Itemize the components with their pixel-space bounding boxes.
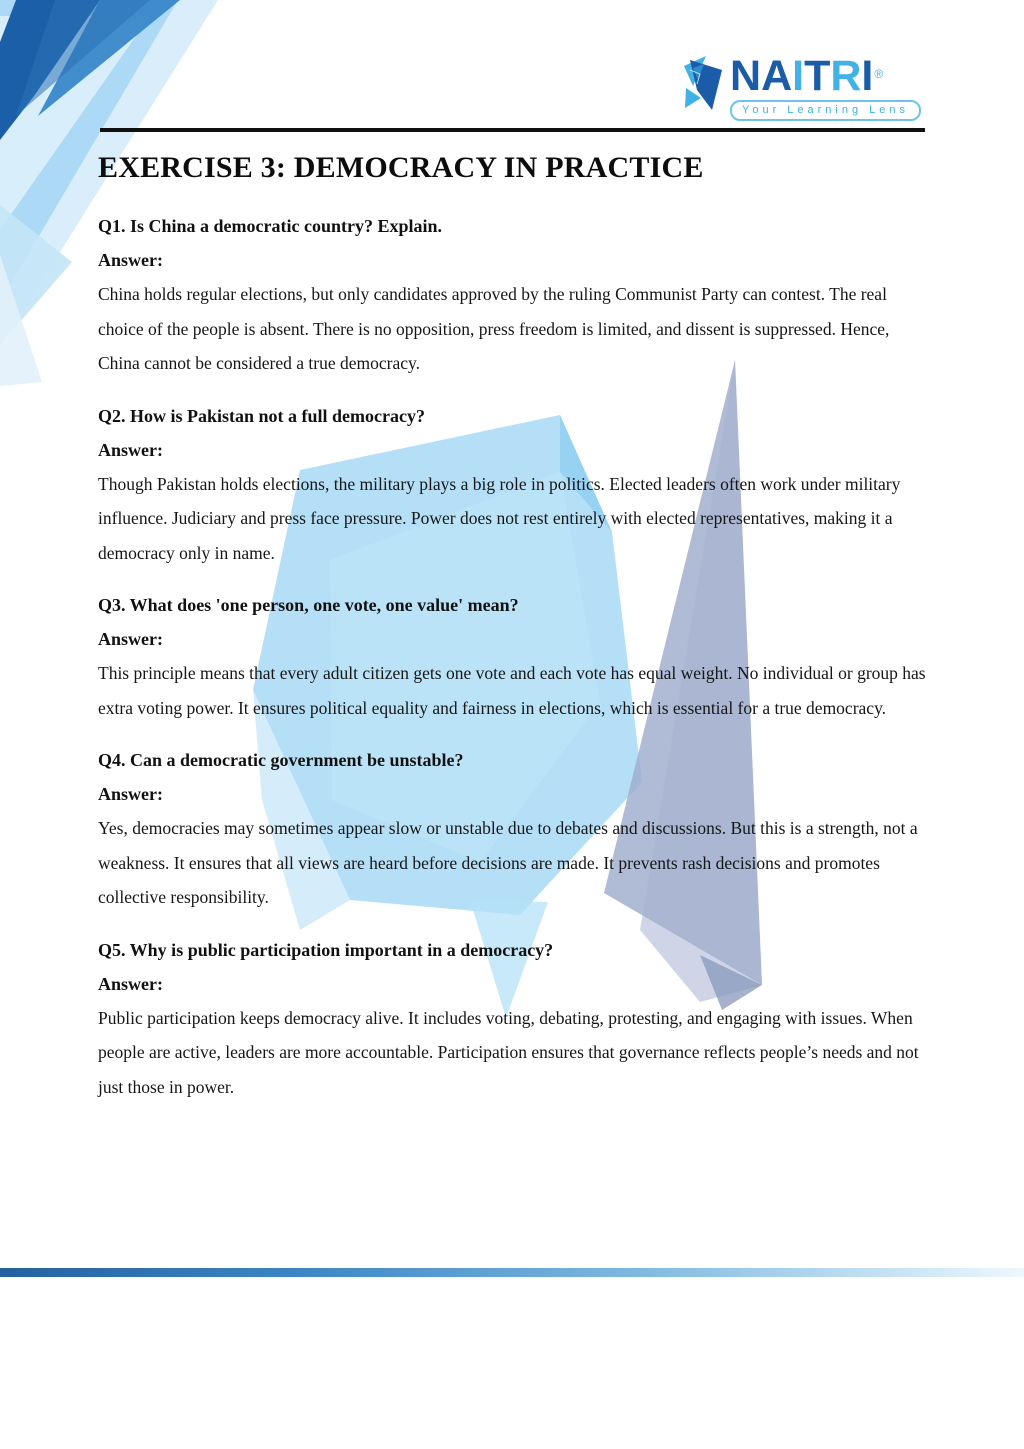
qa-section-q2 <box>98 400 934 571</box>
brand-letter: A <box>761 52 793 100</box>
answer-label: Answer: <box>98 784 163 804</box>
answer-label: Answer: <box>98 250 163 270</box>
footer-gradient-bar <box>0 1268 1024 1277</box>
brand-letter: I <box>861 52 874 100</box>
naitri-logo <box>680 54 930 121</box>
answer-label: Answer: <box>98 629 163 649</box>
answer-label: Answer: <box>98 973 163 994</box>
question-text: Q5. Why is public participation important in a democracy? <box>98 939 554 960</box>
brand-letter: T <box>804 52 831 100</box>
qa-section-q1 <box>98 210 934 381</box>
question-text: Q4. Can a democratic government be unstable? <box>98 750 464 770</box>
qa-section-q5 <box>98 934 934 1105</box>
question-text: Q1. Is China a democratic country? Explain. <box>98 216 443 236</box>
answer-text: Though Pakistan holds elections, the military plays a big role in politics. Elected leaders often work under military influence. Judiciary and press face pressure. Power does not rest entirely with elected representatives, making it a democracy only in name. <box>98 473 901 563</box>
answer-text: Yes, democracies may sometimes appear slow or unstable due to debates and discussions. But this is a strength, not a weakness. It ensures that all views are heard before decisions are made. It prevents rash decisions and promotes collective responsibility. <box>98 818 918 907</box>
answer-text: China holds regular elections, but only candidates approved by the ruling Communist Party can contest. The real choice of the people is absent. There is no opposition, press freedom is limited, and dissent is suppressed. Hence, China cannot be considered a true democracy. <box>98 284 890 373</box>
answer-label: Answer: <box>98 439 163 460</box>
brand-letter: R <box>830 52 862 100</box>
document-content <box>98 150 934 1123</box>
answer-text: Public participation keeps democracy alive. It includes voting, debating, protesting, and engaging with issues. When people are active, leaders are more accountable. Participation ensures that governance reflects people’s needs and not just those in power. <box>98 1007 919 1097</box>
naitri-logo-mark-icon <box>680 54 726 114</box>
brand-name <box>730 54 882 98</box>
header-divider <box>100 128 925 132</box>
registered-trademark-icon: ® <box>874 67 884 81</box>
question-text: Q3. What does 'one person, one vote, one value' mean? <box>98 595 519 615</box>
brand-tagline: Your Learning Lens <box>730 100 921 121</box>
question-text: Q2. How is Pakistan not a full democracy? <box>98 405 425 426</box>
answer-text: This principle means that every adult citizen gets one vote and each vote has equal weight. No individual or group has extra voting power. It ensures political equality and fairness in elections, which is essential for a true democracy. <box>98 663 926 718</box>
page-title: EXERCISE 3: DEMOCRACY IN PRACTICE <box>98 151 704 184</box>
brand-letter: N <box>730 52 762 100</box>
qa-section-q3 <box>98 589 934 725</box>
brand-letter: I <box>792 52 805 100</box>
qa-section-q4 <box>98 744 934 915</box>
